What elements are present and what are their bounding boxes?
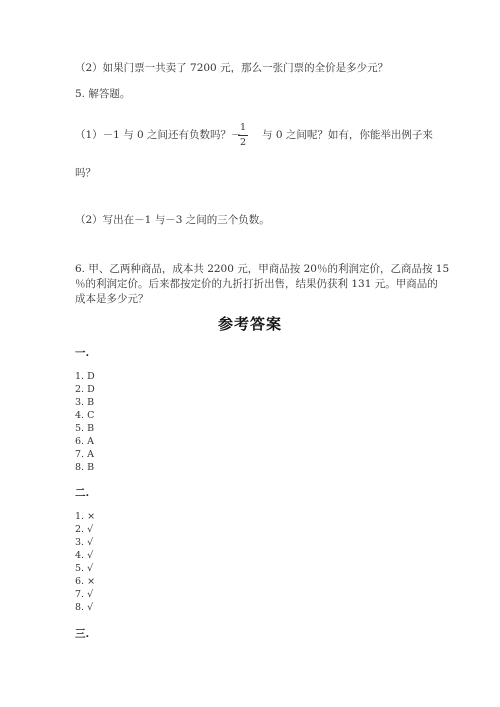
answer-item: 8. B (75, 462, 95, 473)
question-5-2-previous: （2）如果门票一共卖了 7200 元，那么一张门票的全价是多少元？ (75, 62, 389, 74)
question-5-1-part-b: 与 0 之间呢？如有，你能举出例子来 (262, 129, 433, 141)
answer-item: 4. C (75, 410, 95, 421)
answer-item: 6. A (75, 436, 94, 447)
question-5-1-part-a: （1）－1 与 0 之间还有负数吗？－ (75, 129, 242, 141)
answer-item: 2. √ (75, 524, 94, 535)
fraction-one-half (238, 122, 248, 149)
answer-item: 3. √ (75, 537, 94, 548)
answer-item: 7. √ (75, 589, 94, 600)
fraction-bar (238, 135, 248, 136)
answer-item: 1. D (75, 371, 95, 382)
question-5-2: （2）写出在－1 与－3 之间的三个负数。 (75, 214, 270, 226)
fraction-numerator: 1 (239, 122, 247, 133)
answers-title: 参考答案 (217, 315, 282, 333)
question-6-line-3: 成本是多少元？ (75, 293, 149, 305)
section-two-heading: 二. (75, 487, 90, 499)
answer-item: 5. B (75, 423, 95, 434)
question-5-1-part-c: 吗？ (75, 167, 96, 179)
section-three-heading: 三. (75, 628, 90, 640)
answer-item: 3. B (75, 397, 95, 408)
question-6-line-2: ％的利润定价。后来都按定价的九折打折出售，结果仍获利 131 元。甲商品的 (75, 278, 438, 290)
answer-item: 6. × (75, 576, 96, 587)
section-one-heading: 一. (75, 347, 90, 359)
question-5-heading: 5. 解答题。 (75, 88, 131, 100)
answer-item: 4. √ (75, 550, 94, 561)
answer-item: 1. × (75, 511, 96, 522)
answer-item: 8. √ (75, 602, 94, 613)
answer-item: 5. √ (75, 563, 94, 574)
answer-item: 7. A (75, 449, 94, 460)
answer-item: 2. D (75, 384, 95, 395)
question-6-line-1: 6. 甲、乙两种商品，成本共 2200 元，甲商品按 20％的利润定价，乙商品按 15 (75, 263, 450, 275)
fraction-denominator: 2 (239, 137, 247, 148)
